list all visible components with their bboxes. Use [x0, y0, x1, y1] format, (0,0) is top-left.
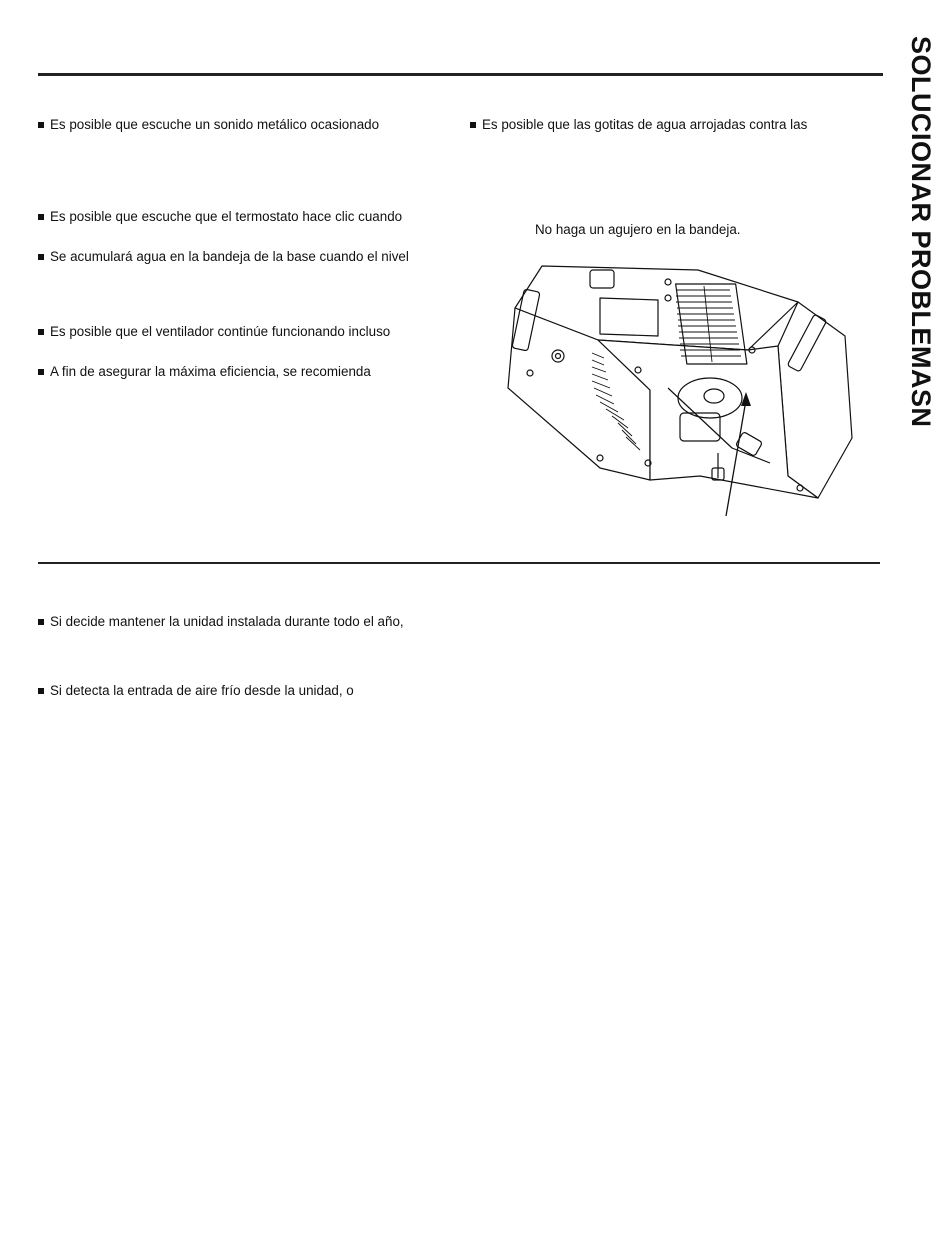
bullet-square-icon: [38, 254, 44, 260]
bullet-square-icon: [470, 122, 476, 128]
middle-rule: [38, 562, 880, 564]
bullet-cold-air-entry: Si detecta la entrada de aire frío desde la unidad, o: [38, 683, 354, 699]
bullet-square-icon: [38, 329, 44, 335]
bullet-square-icon: [38, 214, 44, 220]
bullet-square-icon: [38, 619, 44, 625]
figure-caption: No haga un agujero en la bandeja.: [535, 222, 741, 237]
bullet-square-icon: [38, 688, 44, 694]
bullet-water-droplets: Es posible que las gotitas de agua arrojadas contra las: [470, 117, 807, 133]
bullet-keep-unit-installed: Si decide mantener la unidad instalada durante todo el año,: [38, 614, 404, 630]
bullet-metallic-sound: Es posible que escuche un sonido metálico ocasionado: [38, 117, 379, 133]
air-conditioner-underside-icon: [500, 258, 860, 520]
bullet-max-efficiency: A fin de asegurar la máxima eficiencia, se recomienda: [38, 364, 371, 380]
side-section-title-text: SOLUCIONAR PROBLEMASN: [906, 36, 936, 428]
bullet-fan-running: Es posible que el ventilador continúe funcionando incluso: [38, 324, 390, 340]
bullet-water-in-pan: Se acumulará agua en la bandeja de la base cuando el nivel: [38, 249, 409, 265]
bullet-square-icon: [38, 369, 44, 375]
side-section-title: [905, 36, 941, 506]
bullet-square-icon: [38, 122, 44, 128]
bullet-thermostat-click: Es posible que escuche que el termostato hace clic cuando: [38, 209, 402, 225]
top-rule: [38, 73, 883, 76]
